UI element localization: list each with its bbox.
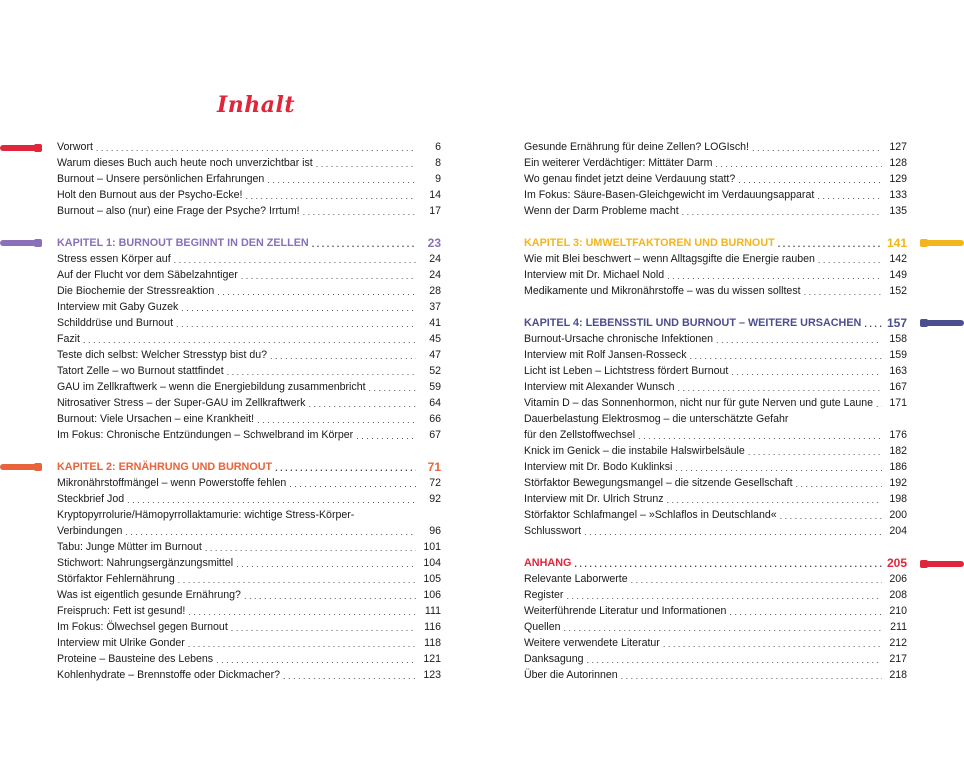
toc-entry[interactable] bbox=[57, 411, 441, 427]
toc-entry-page: 200 bbox=[889, 509, 907, 521]
toc-leader-dots bbox=[257, 413, 416, 427]
toc-leader-dots bbox=[231, 621, 416, 635]
toc-leader-dots bbox=[227, 365, 416, 379]
toc-leader-dots bbox=[638, 429, 882, 443]
toc-leader-dots bbox=[241, 269, 416, 283]
toc-leader-dots bbox=[176, 317, 416, 331]
toc-entry-title: Interview mit Gaby Guzek bbox=[57, 301, 179, 313]
toc-entry-title: Teste dich selbst: Welcher Stresstyp bist du? bbox=[57, 349, 268, 361]
toc-leader-dots bbox=[818, 253, 882, 267]
toc-entry-page: 208 bbox=[889, 589, 907, 601]
toc-entry-title: Medikamente und Mikronährstoffe – was du wissen solltest bbox=[524, 285, 801, 297]
toc-entry-page: 67 bbox=[429, 429, 441, 441]
toc-leader-dots bbox=[796, 477, 882, 491]
toc-right-column bbox=[524, 139, 907, 683]
toc-leader-dots bbox=[876, 397, 882, 411]
toc-entry-page: 218 bbox=[889, 669, 907, 681]
toc-entry-page: 111 bbox=[424, 605, 441, 617]
toc-entry-page: 24 bbox=[429, 253, 441, 265]
toc-entry[interactable] bbox=[524, 155, 907, 171]
toc-leader-dots bbox=[804, 285, 882, 299]
toc-entry[interactable] bbox=[57, 267, 441, 283]
toc-entry-title: Im Fokus: Chronische Entzündungen – Schwelbrand im Körper bbox=[57, 429, 354, 441]
toc-entry-title: Weiterführende Literatur und Informationen bbox=[524, 605, 727, 617]
toc-entry[interactable] bbox=[57, 331, 441, 347]
toc-entry[interactable] bbox=[524, 667, 907, 683]
toc-entry-title: Störfaktor Fehlernährung bbox=[57, 573, 175, 585]
toc-entry[interactable] bbox=[57, 187, 441, 203]
toc-chapter2-group bbox=[57, 475, 441, 683]
chapter1-heading[interactable]: KAPITEL 1: BURNOUT BEGINNT IN DEN ZELLEN . . . 23 bbox=[57, 235, 441, 251]
toc-entry-page: 171 bbox=[889, 397, 907, 409]
toc-entry-page: 210 bbox=[889, 605, 907, 617]
toc-entry-title: Störfaktor Schlafmangel – »Schlaflos in Deutschland« bbox=[524, 509, 777, 521]
toc-entry-title: Interview mit Rolf Jansen-Rosseck bbox=[524, 349, 687, 361]
toc-chapter3-group bbox=[524, 251, 907, 299]
toc-entry-page: 47 bbox=[429, 349, 441, 361]
toc-entry[interactable] bbox=[524, 331, 907, 347]
toc-entry-title: Störfaktor Bewegungsmangel – die sitzende Gesellschaft bbox=[524, 477, 793, 489]
toc-leader-dots bbox=[748, 445, 882, 459]
toc-entry-title: Knick im Genick – die instabile Halswirbelsäule bbox=[524, 445, 745, 457]
toc-entry-page: 204 bbox=[889, 525, 907, 537]
toc-entry[interactable] bbox=[524, 411, 907, 427]
toc-entry[interactable] bbox=[524, 587, 907, 603]
toc-entry-title: Verbindungen bbox=[57, 525, 123, 537]
toc-leader-dots bbox=[675, 461, 882, 475]
toc-entry-page: 163 bbox=[889, 365, 907, 377]
toc-entry-title: GAU im Zellkraftwerk – wenn die Energiebildung zusammenbricht bbox=[57, 381, 366, 393]
toc-entry-title: Wo genau findet jetzt deine Verdauung statt? bbox=[524, 173, 736, 185]
toc-leader-dots bbox=[174, 253, 416, 267]
toc-entry[interactable] bbox=[57, 203, 441, 219]
toc-entry-page: 105 bbox=[423, 573, 441, 585]
toc-entry[interactable] bbox=[524, 283, 907, 299]
toc-entry[interactable] bbox=[57, 539, 441, 555]
toc-entry[interactable] bbox=[524, 475, 907, 491]
toc-intro-group bbox=[57, 139, 441, 219]
toc-entry[interactable] bbox=[524, 651, 907, 667]
toc-entry[interactable] bbox=[524, 507, 907, 523]
toc-entry-page: 14 bbox=[429, 189, 441, 201]
toc-leader-dots bbox=[817, 189, 882, 203]
toc-entry-title: Nitrosativer Stress – der Super-GAU im Zellkraftwerk bbox=[57, 397, 306, 409]
toc-leader-dots bbox=[690, 349, 883, 363]
toc-leader-dots bbox=[663, 637, 882, 651]
toc-entry-page: 212 bbox=[889, 637, 907, 649]
toc-entry[interactable] bbox=[524, 491, 907, 507]
toc-entry-page: 123 bbox=[423, 669, 441, 681]
toc-leader-dots bbox=[667, 269, 882, 283]
toc-entry-page: 182 bbox=[889, 445, 907, 457]
toc-entry[interactable] bbox=[57, 619, 441, 635]
toc-entry-page: 52 bbox=[429, 365, 441, 377]
toc-entry[interactable] bbox=[524, 347, 907, 363]
toc-entry-title: Interview mit Dr. Michael Nold bbox=[524, 269, 665, 281]
toc-chapter4-group bbox=[524, 331, 907, 539]
toc-entry-title: Gesunde Ernährung für deine Zellen? LOGIsch! bbox=[524, 141, 749, 153]
toc-entry-title: Auf der Flucht vor dem Säbelzahntiger bbox=[57, 269, 238, 281]
toc-entry[interactable] bbox=[57, 315, 441, 331]
toc-entry[interactable] bbox=[57, 587, 441, 603]
toc-entry[interactable] bbox=[524, 571, 907, 587]
toc-entry[interactable] bbox=[524, 603, 907, 619]
toc-entry[interactable] bbox=[57, 347, 441, 363]
toc-entry-page: 92 bbox=[429, 493, 441, 505]
toc-leader-dots bbox=[667, 493, 882, 507]
toc-entry-title: Die Biochemie der Stressreaktion bbox=[57, 285, 215, 297]
toc-entry-title: Ein weiterer Verdächtiger: Mittäter Darm bbox=[524, 157, 713, 169]
toc-entry-title: Interview mit Alexander Wunsch bbox=[524, 381, 675, 393]
toc-entry-title: Holt den Burnout aus der Psycho-Ecke! bbox=[57, 189, 243, 201]
toc-entry-title: Über die Autorinnen bbox=[524, 669, 618, 681]
toc-entry-title: Burnout – Unsere persönlichen Erfahrungen bbox=[57, 173, 265, 185]
toc-leader-dots bbox=[216, 653, 416, 667]
toc-entry[interactable] bbox=[57, 395, 441, 411]
toc-leader-dots bbox=[631, 573, 882, 587]
toc-appendix-group bbox=[524, 571, 907, 683]
toc-entry-title: Steckbrief Jod bbox=[57, 493, 125, 505]
toc-entry[interactable] bbox=[524, 267, 907, 283]
toc-entry-page: 152 bbox=[889, 285, 907, 297]
toc-entry[interactable] bbox=[57, 299, 441, 315]
toc-entry[interactable] bbox=[57, 155, 441, 171]
toc-entry[interactable] bbox=[524, 395, 907, 411]
toc-left-column bbox=[57, 139, 441, 683]
toc-entry[interactable] bbox=[524, 619, 907, 635]
toc-leader-dots bbox=[369, 381, 416, 395]
chapter2-marker bbox=[0, 464, 40, 470]
toc-entry-title: Tatort Zelle – wo Burnout stattfindet bbox=[57, 365, 224, 377]
toc-entry-page: 129 bbox=[889, 173, 907, 185]
toc-entry-title: Freispruch: Fett ist gesund! bbox=[57, 605, 186, 617]
toc-entry-page: 101 bbox=[423, 541, 441, 553]
toc-leader-dots bbox=[188, 605, 416, 619]
toc-entry-title: Burnout-Ursache chronische Infektionen bbox=[524, 333, 714, 345]
toc-entry-page: 96 bbox=[429, 525, 441, 537]
toc-entry-title: Im Fokus: Ölwechsel gegen Burnout bbox=[57, 621, 228, 633]
toc-entry-page: 8 bbox=[435, 157, 441, 169]
chapter1-marker bbox=[0, 240, 40, 246]
toc-entry-page: 28 bbox=[429, 285, 441, 297]
toc-entry[interactable] bbox=[57, 363, 441, 379]
toc-leader-dots bbox=[244, 589, 416, 603]
intro-marker bbox=[0, 145, 40, 151]
chapter4-heading[interactable]: KAPITEL 4: LEBENSSTIL UND BURNOUT – WEITERE URSACHEN . . . 157 bbox=[524, 315, 907, 331]
toc-leader-dots bbox=[780, 509, 882, 523]
toc-entry[interactable] bbox=[57, 667, 441, 683]
toc-entry-title: Register bbox=[524, 589, 564, 601]
toc-entry-page: 158 bbox=[889, 333, 907, 345]
chapter3-marker bbox=[922, 240, 964, 246]
toc-leader-dots bbox=[587, 653, 883, 667]
toc-leader-dots bbox=[205, 541, 416, 555]
toc-leader-dots bbox=[127, 493, 416, 507]
toc-entry-page: 149 bbox=[889, 269, 907, 281]
chapter4-marker bbox=[922, 320, 964, 326]
toc-entry-title: Interview mit Dr. Bodo Kuklinksi bbox=[524, 461, 673, 473]
toc-entry-title: für den Zellstoffwechsel bbox=[524, 429, 636, 441]
toc-entry-title: Licht ist Leben – Lichtstress fördert Burnout bbox=[524, 365, 729, 377]
toc-leader-dots bbox=[356, 429, 416, 443]
toc-entry-title: Vorwort bbox=[57, 141, 93, 153]
toc-entry-page: 118 bbox=[424, 637, 441, 649]
toc-leader-dots bbox=[308, 397, 416, 411]
toc-entry-title: Schilddrüse und Burnout bbox=[57, 317, 174, 329]
toc-entry[interactable] bbox=[57, 427, 441, 443]
toc-entry-page: 121 bbox=[423, 653, 441, 665]
toc-leader-dots bbox=[188, 637, 416, 651]
toc-leader-dots bbox=[752, 141, 882, 155]
toc-entry-page: 41 bbox=[429, 317, 441, 329]
toc-leader-dots bbox=[283, 669, 416, 683]
toc-entry-title: Kryptopyrrolurie/Hämopyrrollaktamurie: wichtige Stress-Körper- bbox=[57, 509, 355, 521]
toc-entry[interactable] bbox=[57, 139, 441, 155]
toc-entry-page: 167 bbox=[889, 381, 907, 393]
toc-entry-page: 6 bbox=[435, 141, 441, 153]
toc-entry-title: Vitamin D – das Sonnenhormon, nicht nur für gute Nerven und gute Laune bbox=[524, 397, 874, 409]
toc-entry[interactable] bbox=[57, 283, 441, 299]
toc-entry-title: Schlusswort bbox=[524, 525, 582, 537]
toc-entry-title: Quellen bbox=[524, 621, 561, 633]
appendix-marker bbox=[922, 561, 964, 567]
toc-leader-dots bbox=[217, 285, 416, 299]
toc-entry-title: Im Fokus: Säure-Basen-Gleichgewicht im Verdauungsapparat bbox=[524, 189, 815, 201]
toc-entry-page: 104 bbox=[423, 557, 441, 569]
toc-entry-page: 192 bbox=[889, 477, 907, 489]
toc-entry-title: Proteine – Bausteine des Lebens bbox=[57, 653, 214, 665]
toc-entry[interactable] bbox=[524, 139, 907, 155]
toc-entry-title: Stichwort: Nahrungsergänzungsmittel bbox=[57, 557, 234, 569]
toc-entry-page: 159 bbox=[889, 349, 907, 361]
toc-entry[interactable] bbox=[524, 379, 907, 395]
toc-entry-title: Stress essen Körper auf bbox=[57, 253, 171, 265]
toc-entry-page: 64 bbox=[429, 397, 441, 409]
toc-entry[interactable] bbox=[524, 171, 907, 187]
toc-entry-page: 116 bbox=[424, 621, 441, 633]
toc-entry-title: Interview mit Dr. Ulrich Strunz bbox=[524, 493, 664, 505]
toc-entry[interactable] bbox=[524, 187, 907, 203]
toc-entry-page: 17 bbox=[429, 205, 441, 217]
toc-entry[interactable] bbox=[57, 251, 441, 267]
toc-entry-title: Interview mit Ulrike Gonder bbox=[57, 637, 185, 649]
toc-leader-dots bbox=[716, 333, 882, 347]
toc-entry-page: 133 bbox=[889, 189, 907, 201]
toc-leader-dots bbox=[270, 349, 416, 363]
page-title: Inhalt bbox=[217, 92, 296, 118]
toc-leader-dots bbox=[715, 157, 882, 171]
toc-entry[interactable] bbox=[57, 475, 441, 491]
chapter2-heading[interactable]: KAPITEL 2: ERNÄHRUNG UND BURNOUT . . . 71 bbox=[57, 459, 441, 475]
toc-leader-dots bbox=[246, 189, 417, 203]
toc-leader-dots bbox=[621, 669, 882, 683]
toc-entry[interactable] bbox=[524, 523, 907, 539]
toc-entry[interactable] bbox=[57, 555, 441, 571]
toc-leader-dots bbox=[96, 141, 416, 155]
toc-entry-page: 186 bbox=[889, 461, 907, 473]
toc-entry-page: 66 bbox=[429, 413, 441, 425]
toc-leader-dots bbox=[682, 205, 882, 219]
toc-leader-dots bbox=[316, 157, 416, 171]
toc-leader-dots bbox=[566, 589, 882, 603]
toc-entry[interactable] bbox=[524, 443, 907, 459]
toc-entry[interactable] bbox=[524, 427, 907, 443]
toc-entry-title: Dauerbelastung Elektrosmog – die unterschätzte Gefahr bbox=[524, 413, 789, 425]
toc-leader-dots bbox=[731, 365, 882, 379]
toc-entry-title: Fazit bbox=[57, 333, 80, 345]
toc-leader-dots bbox=[678, 381, 882, 395]
toc-entry-page: 211 bbox=[890, 621, 907, 633]
toc-entry[interactable] bbox=[57, 523, 441, 539]
toc-leader-dots bbox=[83, 333, 416, 347]
toc-entry-page: 127 bbox=[889, 141, 907, 153]
toc-entry-page: 9 bbox=[435, 173, 441, 185]
toc-entry[interactable] bbox=[57, 603, 441, 619]
toc-entry-page: 135 bbox=[889, 205, 907, 217]
toc-leader-dots bbox=[178, 573, 416, 587]
toc-entry-title: Relevante Laborwerte bbox=[524, 573, 628, 585]
toc-entry-page: 24 bbox=[429, 269, 441, 281]
toc-leader-dots bbox=[729, 605, 882, 619]
toc-entry[interactable] bbox=[57, 379, 441, 395]
toc-entry-page: 45 bbox=[429, 333, 441, 345]
appendix-heading[interactable]: ANHANG . . . 205 bbox=[524, 555, 907, 571]
toc-entry-page: 206 bbox=[889, 573, 907, 585]
toc-entry-title: Danksagung bbox=[524, 653, 584, 665]
toc-entry[interactable] bbox=[524, 635, 907, 651]
toc-entry-page: 217 bbox=[889, 653, 907, 665]
toc-entry[interactable] bbox=[57, 571, 441, 587]
toc-leader-dots bbox=[125, 525, 416, 539]
toc-entry[interactable] bbox=[57, 651, 441, 667]
toc-entry-title: Burnout – also (nur) eine Frage der Psyche? Irrtum! bbox=[57, 205, 300, 217]
toc-leader-dots bbox=[181, 301, 416, 315]
toc-leader-dots bbox=[738, 173, 882, 187]
toc-entry-page: 106 bbox=[423, 589, 441, 601]
toc-entry-title: Mikronährstoffmängel – wenn Powerstoffe fehlen bbox=[57, 477, 287, 489]
toc-entry-title: Tabu: Junge Mütter im Burnout bbox=[57, 541, 202, 553]
toc-leader-dots bbox=[584, 525, 882, 539]
toc-continued-group bbox=[524, 139, 907, 219]
toc-entry-page: 37 bbox=[429, 301, 441, 313]
toc-entry[interactable] bbox=[57, 491, 441, 507]
toc-leader-dots bbox=[267, 173, 416, 187]
toc-entry-page: 142 bbox=[889, 253, 907, 265]
toc-entry[interactable] bbox=[57, 635, 441, 651]
toc-entry-page: 72 bbox=[429, 477, 441, 489]
toc-entry[interactable] bbox=[524, 363, 907, 379]
toc-entry-title: Wenn der Darm Probleme macht bbox=[524, 205, 679, 217]
toc-entry[interactable] bbox=[524, 459, 907, 475]
toc-entry[interactable] bbox=[57, 171, 441, 187]
toc-leader-dots bbox=[564, 621, 882, 635]
toc-entry-page: 176 bbox=[889, 429, 907, 441]
toc-entry-title: Wie mit Blei beschwert – wenn Alltagsgifte die Energie rauben bbox=[524, 253, 815, 265]
toc-leader-dots bbox=[289, 477, 416, 491]
toc-entry-title: Kohlenhydrate – Brennstoffe oder Dickmacher? bbox=[57, 669, 280, 681]
toc-entry-page: 198 bbox=[889, 493, 907, 505]
toc-leader-dots bbox=[236, 557, 416, 571]
toc-entry[interactable] bbox=[524, 203, 907, 219]
toc-entry-title: Burnout: Viele Ursachen – eine Krankheit! bbox=[57, 413, 255, 425]
toc-entry-title: Was ist eigentlich gesunde Ernährung? bbox=[57, 589, 241, 601]
toc-leader-dots bbox=[303, 205, 416, 219]
toc-entry-title: Weitere verwendete Literatur bbox=[524, 637, 660, 649]
toc-entry[interactable] bbox=[524, 251, 907, 267]
toc-chapter1-group bbox=[57, 251, 441, 443]
toc-entry-title: Warum dieses Buch auch heute noch unverzichtbar ist bbox=[57, 157, 313, 169]
toc-entry-page: 59 bbox=[429, 381, 441, 393]
toc-entry-page: 128 bbox=[889, 157, 907, 169]
chapter3-heading[interactable]: KAPITEL 3: UMWELTFAKTOREN UND BURNOUT . . . 141 bbox=[524, 235, 907, 251]
toc-entry[interactable] bbox=[57, 507, 441, 523]
